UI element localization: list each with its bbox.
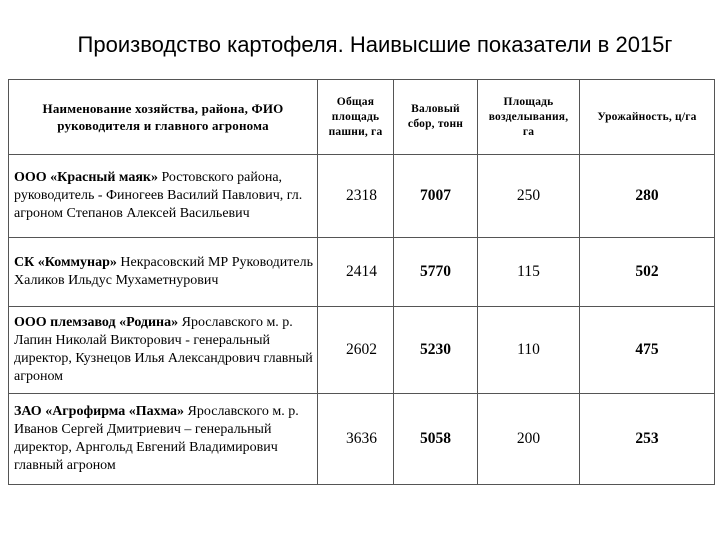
page-title-text: Производство картофеля. Наивысшие показатели в 2015г — [77, 32, 673, 57]
table-row — [9, 307, 715, 394]
header-name: Наименование хозяйства, района, ФИО руководителя и главного агронома — [9, 80, 318, 155]
farm-cell — [9, 307, 318, 394]
productivity-cell: 475 — [580, 307, 715, 394]
yield-total-cell: 5770 — [394, 238, 478, 307]
table-header-row — [9, 80, 715, 155]
yield-total-cell: 5230 — [394, 307, 478, 394]
table-row — [9, 394, 715, 485]
farm-name: ООО «Красный маяк» — [14, 170, 158, 185]
area-cell: 2318 — [318, 155, 394, 238]
area-cell: 2414 — [318, 238, 394, 307]
yield-total-cell: 7007 — [394, 155, 478, 238]
yield-total-cell: 5058 — [394, 394, 478, 485]
cult-area-cell: 200 — [478, 394, 580, 485]
productivity-cell: 253 — [580, 394, 715, 485]
area-cell: 2602 — [318, 307, 394, 394]
table-row — [9, 155, 715, 238]
cult-area-cell: 250 — [478, 155, 580, 238]
farm-description: Некрасовский МР Руководитель Халиков Ильдус Мухаметнурович — [14, 255, 313, 288]
farm-description: Ростовского района, руководитель - Финогеев Василий Павлович, гл. агроном Степанов Алексей Васильевич — [14, 170, 303, 221]
potato-production-table — [8, 79, 715, 485]
farm-name: ООО племзавод «Родина» — [14, 315, 179, 330]
farm-cell — [9, 238, 318, 307]
header-yield-total: Валовый сбор, тонн — [394, 80, 478, 155]
page-title — [0, 30, 720, 60]
farm-name: ЗАО «Агрофирма «Пахма» — [14, 404, 185, 419]
productivity-cell: 502 — [580, 238, 715, 307]
area-cell: 3636 — [318, 394, 394, 485]
farm-description: Ярославского м. р. Иванов Сергей Дмитриевич – генеральный директор, Арнгольд Евгений Владимирович главный агроном — [14, 404, 299, 473]
farm-description: Ярославского м. р. Лапин Николай Викторович - генеральный директор, Кузнецов Илья Александрович главный агроном — [14, 315, 313, 384]
cult-area-cell: 110 — [478, 307, 580, 394]
header-area: Общая площадь пашни, га — [318, 80, 394, 155]
table-row — [9, 238, 715, 307]
header-cult-area: Площадь возделывания, га — [478, 80, 580, 155]
header-productivity: Урожайность, ц/га — [580, 80, 715, 155]
productivity-cell: 280 — [580, 155, 715, 238]
cult-area-cell: 115 — [478, 238, 580, 307]
farm-name: СК «Коммунар» — [14, 255, 117, 270]
farm-cell — [9, 394, 318, 485]
farm-cell — [9, 155, 318, 238]
